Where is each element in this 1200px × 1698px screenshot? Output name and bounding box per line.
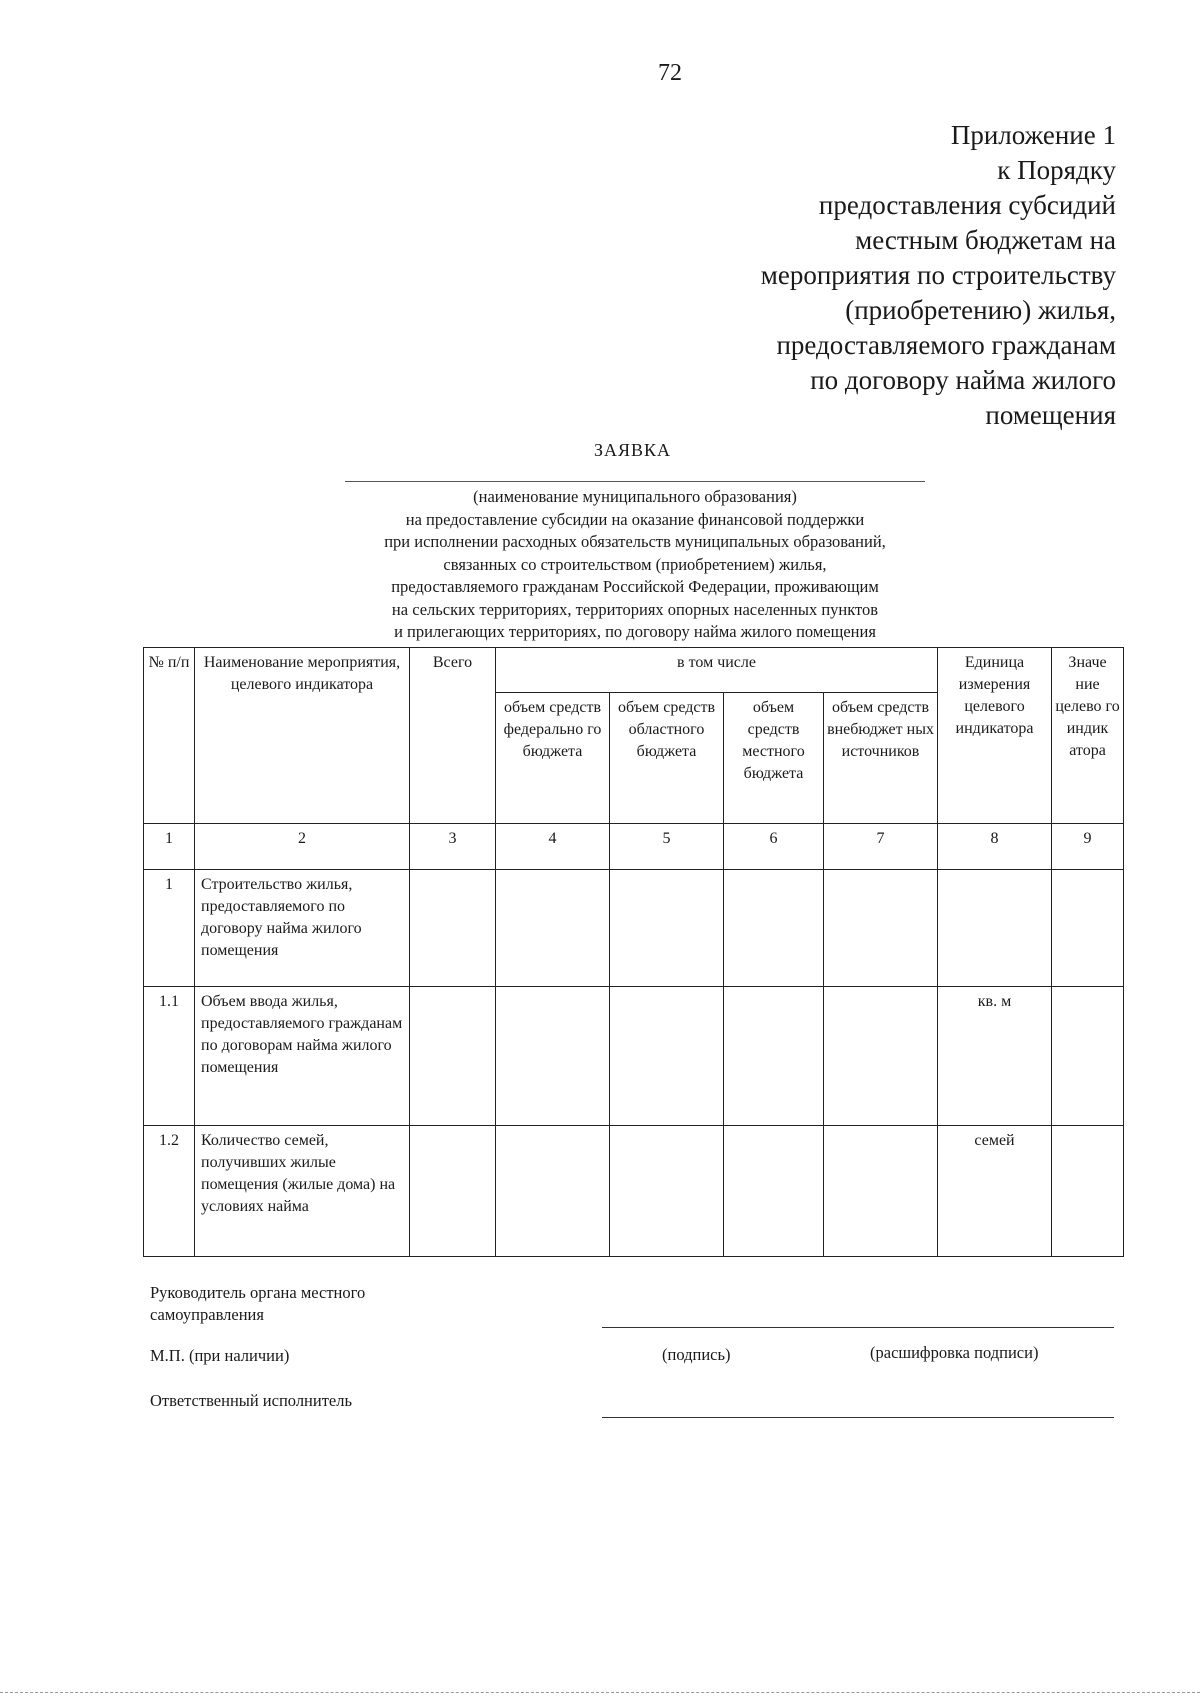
appendix-line: (приобретению) жилья, — [845, 295, 1116, 325]
column-number: 1 — [144, 824, 195, 870]
page-number: 72 — [658, 60, 682, 86]
regional-cell[interactable] — [610, 1126, 724, 1257]
appendix-line: предоставляемого гражданам — [776, 330, 1116, 360]
value-cell[interactable] — [1052, 1126, 1124, 1257]
head-label — [150, 1282, 365, 1326]
unit-cell — [938, 870, 1052, 987]
seal-label: М.П. (при наличии) — [150, 1346, 290, 1365]
regional-cell[interactable] — [610, 870, 724, 987]
local-cell[interactable] — [724, 987, 824, 1126]
local-cell[interactable] — [724, 870, 824, 987]
row-num: 1.1 — [144, 987, 195, 1126]
unit-cell: семей — [938, 1126, 1052, 1257]
municipality-name-line — [345, 481, 925, 482]
column-number: 7 — [824, 824, 938, 870]
request-table — [143, 647, 1124, 1257]
signature-decoding-caption: (расшифровка подписи) — [870, 1343, 1039, 1362]
extrabudget-cell[interactable] — [824, 987, 938, 1126]
appendix-line: по договору найма жилого — [810, 365, 1116, 395]
subtitle-line: связанных со строительством (приобретением) жилья, — [443, 554, 827, 574]
column-number: 8 — [938, 824, 1052, 870]
head-label-line: Руководитель органа местного — [150, 1283, 366, 1302]
subtitle-line: при исполнении расходных обязательств муниципальных образований, — [384, 532, 886, 551]
header-name: Наименование мероприятия, целевого индикатора — [195, 648, 410, 824]
appendix-line: предоставления субсидий — [818, 190, 1116, 220]
row-num: 1 — [144, 870, 195, 987]
regional-cell[interactable] — [610, 987, 724, 1126]
head-signature-line[interactable] — [602, 1327, 1114, 1328]
subtitle-line: (наименование муниципального образования) — [473, 487, 797, 506]
total-cell[interactable] — [410, 870, 496, 987]
header-regional: объем средств областного бюджета — [610, 693, 724, 824]
document-title: ЗАЯВКА — [593, 440, 672, 460]
executor-label: Ответственный исполнитель — [150, 1391, 353, 1410]
table-row — [144, 870, 1124, 987]
header-extrabudget: объем средств внебюджет ных источников — [824, 693, 938, 824]
header-local: объем средств местного бюджета — [724, 693, 824, 824]
extrabudget-cell[interactable] — [824, 1126, 938, 1257]
appendix-block — [596, 118, 1116, 433]
value-cell[interactable] — [1052, 987, 1124, 1126]
unit-cell: кв. м — [938, 987, 1052, 1126]
federal-cell[interactable] — [496, 987, 610, 1126]
appendix-line: помещения — [985, 400, 1116, 430]
header-including: в том числе — [496, 648, 938, 693]
subtitle-line: на сельских территориях, территориях опорных населенных пунктов — [391, 599, 879, 619]
appendix-line: Приложение 1 — [950, 120, 1116, 150]
table-row — [144, 1126, 1124, 1257]
column-number: 4 — [496, 824, 610, 870]
local-cell[interactable] — [724, 1126, 824, 1257]
column-number: 3 — [410, 824, 496, 870]
row-name: Количество семей, получивших жилые помещения (жилые дома) на условиях найма — [195, 1126, 410, 1257]
federal-cell[interactable] — [496, 1126, 610, 1257]
column-number: 2 — [195, 824, 410, 870]
row-num: 1.2 — [144, 1126, 195, 1257]
header-value: Значе ние целево го индик атора — [1052, 648, 1124, 824]
row-name: Строительство жилья, предоставляемого по договору найма жилого помещения — [195, 870, 410, 987]
header-total: Всего — [410, 648, 496, 824]
total-cell[interactable] — [410, 1126, 496, 1257]
column-number: 9 — [1052, 824, 1124, 870]
federal-cell[interactable] — [496, 870, 610, 987]
head-label-line: самоуправления — [150, 1305, 264, 1324]
appendix-line: к Порядку — [997, 155, 1116, 185]
header-federal: объем средств федерально го бюджета — [496, 693, 610, 824]
appendix-line: местным бюджетам на — [855, 225, 1116, 255]
page-edge-line — [0, 1692, 1200, 1693]
subtitle-line: на предоставление субсидии на оказание финансовой поддержки — [405, 509, 865, 529]
extrabudget-cell[interactable] — [824, 870, 938, 987]
column-number: 5 — [610, 824, 724, 870]
executor-signature-line[interactable] — [602, 1417, 1114, 1418]
row-name: Объем ввода жилья, предоставляемого гражданам по договорам найма жилого помещения — [195, 987, 410, 1126]
subtitle-line: предоставляемого гражданам Российской Федерации, проживающим — [391, 577, 879, 596]
header-num: № п/п — [144, 648, 195, 824]
value-cell[interactable] — [1052, 870, 1124, 987]
appendix-line: мероприятия по строительству — [760, 260, 1116, 290]
column-number-row — [144, 824, 1124, 870]
header-unit: Единица измерения целевого индикатора — [938, 648, 1052, 824]
total-cell[interactable] — [410, 987, 496, 1126]
table-row — [144, 987, 1124, 1126]
subtitle-line: и прилегающих территориях, по договору найма жилого помещения — [394, 622, 876, 641]
signature-caption: (подпись) — [662, 1345, 731, 1364]
column-number: 6 — [724, 824, 824, 870]
request-subtitle — [280, 486, 990, 644]
